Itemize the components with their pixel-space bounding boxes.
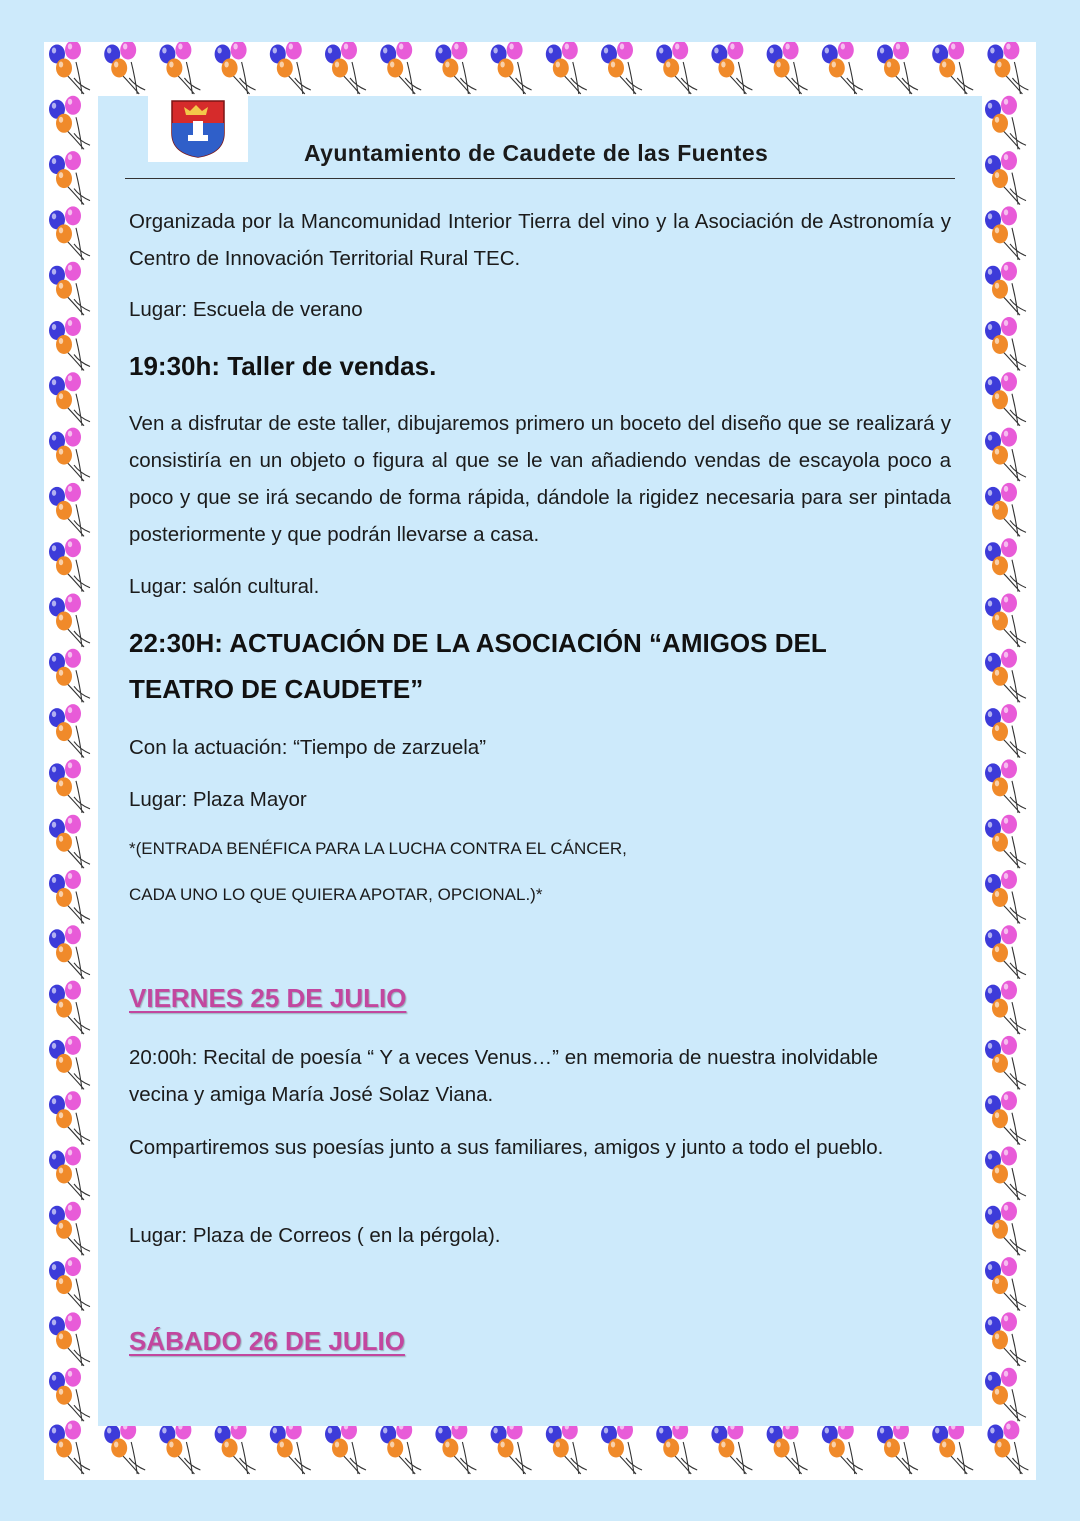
balloon-bunch-icon [325,42,366,94]
balloon-bunch-icon [49,538,90,592]
balloon-bunch-icon [380,1421,421,1475]
balloon-bunch-icon [49,925,90,979]
balloon-bunch-icon [985,1091,1026,1145]
municipal-coat-of-arms-icon [170,99,226,159]
event-recital-description: Compartiremos sus poesías junto a sus familiares, amigos y junto a todo el pueblo. [129,1136,884,1159]
balloon-bunch-icon [49,42,90,94]
balloon-bunch-icon [49,649,90,703]
event-location-actuacion: Lugar: Plaza Mayor [129,788,307,811]
balloon-bunch-icon [104,1421,145,1475]
balloon-bunch-icon [270,42,311,94]
balloon-bunch-icon [435,42,476,94]
balloon-bunch-icon [49,1312,90,1366]
balloon-bunch-icon [159,42,200,94]
balloon-bunch-icon [985,759,1026,813]
event-note-line-1: *(ENTRADA BENÉFICA PARA LA LUCHA CONTRA EL CÁNCER, [129,839,627,858]
balloon-bunch-icon [822,1421,863,1475]
balloon-bunch-icon [49,1202,90,1256]
event-recital: 20:00h: Recital de poesía “ Y a veces Venus…” en memoria de nuestra inolvidable vecina y amiga María José Solaz Viana. [129,1046,879,1106]
balloon-bunch-icon [49,262,90,316]
balloon-bunch-icon [49,206,90,260]
event-description-actuacion: Con la actuación: “Tiempo de zarzuela” [129,736,487,759]
event-description-taller: Ven a disfrutar de este taller, dibujaremos primero un boceto del diseño que se realizará y consistiría en un objeto o figura al que se le van añadiendo vendas de escayola poco a poco y que se irá secando de forma rápida, dándole la rigidez necesaria para ser pintada posteriormente y que podrán llevarse a casa. [129,412,951,546]
event-heading-taller: 19:30h: Taller de vendas. [129,351,437,381]
balloon-bunch-icon [985,1257,1026,1311]
balloon-bunch-icon [711,42,752,94]
balloon-bunch-icon [822,42,863,94]
balloon-bunch-icon [49,317,90,371]
balloon-bunch-icon [159,1421,200,1475]
balloon-bunch-icon [546,42,587,94]
intro-paragraph: Organizada por la Mancomunidad Interior Tierra del vino y la Asociación de Astronomía y Centro de Innovación Territorial Rural TEC. [129,210,951,270]
balloon-bunch-icon [49,759,90,813]
event-note-line-2: CADA UNO LO QUE QUIERA APOTAR, OPCIONAL.)* [129,885,543,904]
balloon-bunch-icon [987,42,1028,94]
balloon-bunch-icon [985,1036,1026,1090]
balloon-bunch-icon [985,372,1026,426]
balloon-bunch-icon [49,1091,90,1145]
balloon-bunch-icon [49,1421,90,1475]
balloon-bunch-icon [711,1421,752,1475]
balloon-bunch-icon [49,1147,90,1201]
balloon-bunch-icon [49,96,90,150]
balloon-bunch-icon [985,206,1026,260]
logo [148,96,248,162]
balloon-bunch-icon [985,96,1026,150]
balloon-bunch-icon [985,538,1026,592]
balloon-bunch-icon [491,42,532,94]
balloon-bunch-icon [49,981,90,1035]
balloon-bunch-icon [985,815,1026,869]
balloon-bunch-icon [985,317,1026,371]
balloon-bunch-icon [491,1421,532,1475]
balloon-bunch-icon [877,1421,918,1475]
page-title: Ayuntamiento de Caudete de las Fuentes [304,140,769,166]
event-location-taller: Lugar: salón cultural. [129,575,320,598]
balloon-bunch-icon [546,1421,587,1475]
balloon-bunch-icon [656,42,697,94]
day-heading-sabado: SÁBADO 26 DE JULIO [129,1326,405,1356]
balloon-bunch-icon [985,483,1026,537]
balloon-bunch-icon [985,925,1026,979]
balloon-bunch-icon [985,151,1026,205]
balloon-bunch-icon [49,428,90,482]
balloon-bunch-icon [49,372,90,426]
balloon-bunch-icon [985,1368,1026,1422]
balloon-bunch-icon [987,1421,1028,1475]
balloon-bunch-icon [49,870,90,924]
header-divider [125,178,955,179]
balloon-bunch-icon [215,1421,256,1475]
balloon-bunch-icon [985,870,1026,924]
balloon-bunch-icon [380,42,421,94]
balloon-bunch-icon [985,428,1026,482]
balloon-bunch-icon [985,594,1026,648]
balloon-bunch-icon [215,42,256,94]
balloon-bunch-icon [49,1036,90,1090]
balloon-bunch-icon [985,1147,1026,1201]
event-heading-actuacion: 22:30H: ACTUACIÓN DE LA ASOCIACIÓN “AMIGOS DEL TEATRO DE CAUDETE” [129,628,827,704]
balloon-bunch-icon [985,981,1026,1035]
balloon-bunch-icon [601,1421,642,1475]
balloon-bunch-icon [985,704,1026,758]
intro-location: Lugar: Escuela de verano [129,298,363,321]
balloon-bunch-icon [985,262,1026,316]
balloon-bunch-icon [49,1257,90,1311]
balloon-bunch-icon [49,483,90,537]
balloon-bunch-icon [767,42,808,94]
balloon-bunch-icon [877,42,918,94]
balloon-bunch-icon [49,151,90,205]
balloon-bunch-icon [985,1312,1026,1366]
balloon-bunch-icon [104,42,145,94]
balloon-bunch-icon [49,1368,90,1422]
balloon-bunch-icon [49,815,90,869]
balloon-bunch-icon [601,42,642,94]
balloon-bunch-icon [932,1421,973,1475]
balloon-bunch-icon [270,1421,311,1475]
day-heading-viernes: VIERNES 25 DE JULIO [129,983,407,1013]
balloon-bunch-icon [932,42,973,94]
balloon-bunch-icon [985,649,1026,703]
balloon-bunch-icon [325,1421,366,1475]
balloon-bunch-icon [767,1421,808,1475]
balloon-bunch-icon [435,1421,476,1475]
balloon-bunch-icon [49,704,90,758]
balloon-bunch-icon [49,594,90,648]
balloon-bunch-icon [985,1202,1026,1256]
event-recital-location: Lugar: Plaza de Correos ( en la pérgola). [129,1224,501,1247]
balloon-bunch-icon [656,1421,697,1475]
